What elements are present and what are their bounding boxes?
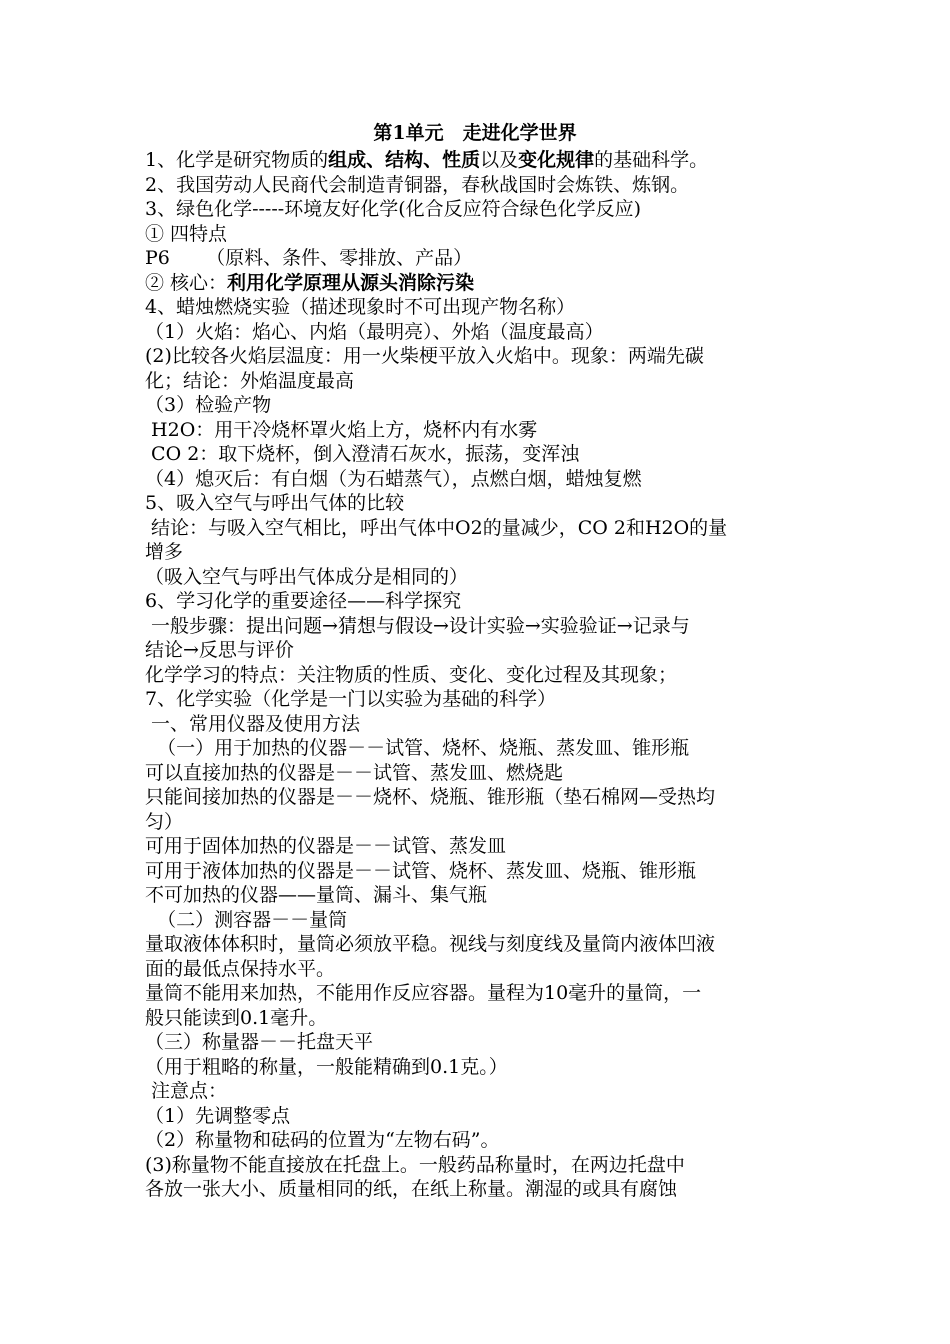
text-segment: 4、蜡烛燃烧实验（描述现象时不可出现产物名称） <box>145 296 576 318</box>
text-line <box>145 1128 810 1153</box>
text-line <box>145 810 810 835</box>
text-line <box>145 173 810 198</box>
text-segment: 各放一张大小、质量相同的纸，在纸上称量。潮湿的或具有腐蚀 <box>145 1178 678 1200</box>
text-segment: (2)比较各火焰层温度：用一火柴梗平放入火焰中。现象：两端先碳 <box>145 345 704 367</box>
text-segment: H2O：用干冷烧杯罩火焰上方，烧杯内有水雾 <box>145 418 538 441</box>
text-segment: 2、我国劳动人民商代会制造青铜器，春秋战国时会炼铁、炼钢。 <box>145 173 690 196</box>
text-segment: （1）先调整零点 <box>145 1104 291 1127</box>
text-segment: 的基础科学。 <box>594 149 709 171</box>
text-line <box>145 222 810 247</box>
text-line <box>145 442 810 467</box>
text-segment: 增多 <box>145 541 184 563</box>
text-segment: （1）火焰：焰心、内焰（最明亮）、外焰（温度最高） <box>145 320 604 343</box>
text-segment: （4）熄灭后：有白烟（为石蜡蒸气），点燃白烟，蜡烛复燃 <box>145 467 642 490</box>
text-line <box>145 1153 810 1178</box>
text-segment: (3)称量物不能直接放在托盘上。一般药品称量时，在两边托盘中 <box>145 1153 685 1176</box>
text-segment: 结论：与吸入空气相比，呼出气体中O2的量减少，CO 2和H2O的量 <box>145 516 728 539</box>
text-line <box>145 663 810 688</box>
document-body <box>145 148 810 1202</box>
text-line <box>145 785 810 810</box>
text-line <box>145 638 810 663</box>
text-segment: 匀） <box>145 810 184 833</box>
text-segment: 一般步骤：提出问题→猜想与假设→设计实验→实验验证→记录与 <box>145 614 690 637</box>
text-line <box>145 393 810 418</box>
text-segment: 3、绿色化学-----环境友好化学(化合反应符合绿色化学反应) <box>145 198 642 220</box>
text-segment: （3）检验产物 <box>145 394 272 416</box>
text-line <box>145 491 810 516</box>
text-segment: 结论→反思与评价 <box>145 639 294 661</box>
text-line <box>145 1055 810 1080</box>
text-segment: P6 （原料、条件、零排放、产品） <box>145 247 473 269</box>
text-segment: 一、常用仪器及使用方法 <box>145 712 361 735</box>
text-line <box>145 761 810 786</box>
text-segment: （2）称量物和砝码的位置为“左物右码”。 <box>145 1129 500 1151</box>
text-segment: 化；结论：外焰温度最高 <box>145 369 355 392</box>
text-line <box>145 1079 810 1104</box>
text-segment: 6、学习化学的重要途径——科学探究 <box>145 590 462 612</box>
text-segment: 可用于液体加热的仪器是－－试管、烧杯、蒸发皿、烧瓶、锥形瓶 <box>145 859 697 882</box>
text-segment: 只能间接加热的仪器是－－烧杯、烧瓶、锥形瓶（垫石棉网—受热均 <box>145 786 716 808</box>
text-segment: 可以直接加热的仪器是－－试管、蒸发皿、燃烧匙 <box>145 761 564 784</box>
text-line <box>145 246 810 271</box>
text-segment: （吸入空气与呼出气体成分是相同的） <box>145 565 469 588</box>
text-segment: 1、化学是研究物质的 <box>145 149 329 171</box>
text-line <box>145 369 810 394</box>
text-line <box>145 712 810 737</box>
text-segment: 7、化学实验（化学是一门以实验为基础的科学） <box>145 688 557 710</box>
text-segment: 不可加热的仪器——量筒、漏斗、集气瓶 <box>145 884 488 906</box>
text-line <box>145 565 810 590</box>
text-line <box>145 834 810 859</box>
text-segment: 可用于固体加热的仪器是－－试管、蒸发皿 <box>145 835 507 857</box>
text-line <box>145 1006 810 1031</box>
text-line <box>145 540 810 565</box>
text-segment: （二）测容器－－量筒 <box>145 908 348 931</box>
text-segment: （用于粗略的称量，一般能精确到0.1克。） <box>145 1055 508 1078</box>
bold-text-segment: 变化规律 <box>518 149 595 171</box>
text-line <box>145 981 810 1006</box>
text-line <box>145 320 810 345</box>
page-title: 第1单元 走进化学世界 <box>373 122 577 144</box>
text-line <box>145 932 810 957</box>
text-segment: 般只能读到0.1毫升。 <box>145 1006 328 1029</box>
text-segment: 量取液体体积时，量筒必须放平稳。视线与刻度线及量筒内液体凹液 <box>145 933 716 955</box>
text-line <box>145 883 810 908</box>
text-segment: ② 核心： <box>145 271 228 294</box>
text-line <box>145 295 810 320</box>
text-line <box>145 1177 810 1202</box>
text-segment: （三）称量器－－托盘天平 <box>145 1031 374 1053</box>
bold-text-segment: 利用化学原理从源头消除污染 <box>227 271 475 294</box>
text-line <box>145 859 810 884</box>
text-line <box>145 467 810 492</box>
text-line <box>145 344 810 369</box>
text-line <box>145 197 810 222</box>
text-segment: 5、吸入空气与呼出气体的比较 <box>145 492 405 514</box>
text-line <box>145 614 810 639</box>
text-segment: ① 四特点 <box>145 222 228 245</box>
text-segment: （一）用于加热的仪器－－试管、烧杯、烧瓶、蒸发皿、锥形瓶 <box>145 737 690 759</box>
text-segment: 以及 <box>480 149 519 171</box>
text-line <box>145 957 810 982</box>
text-line <box>145 418 810 443</box>
text-line <box>145 1104 810 1129</box>
text-segment: 注意点： <box>145 1080 228 1102</box>
text-segment: 化学学习的特点：关注物质的性质、变化、变化过程及其现象； <box>145 663 678 686</box>
text-line <box>145 271 810 296</box>
text-line <box>145 1030 810 1055</box>
text-segment: 面的最低点保持水平。 <box>145 957 336 980</box>
text-line <box>145 148 810 173</box>
bold-text-segment: 组成、结构、性质 <box>328 149 481 171</box>
text-line <box>145 516 810 541</box>
text-segment: 量筒不能用来加热，不能用作反应容器。量程为10毫升的量筒，一 <box>145 982 702 1004</box>
text-line <box>145 589 810 614</box>
text-line <box>145 736 810 761</box>
text-line <box>145 687 810 712</box>
text-line <box>145 908 810 933</box>
text-segment: CO 2：取下烧杯，倒入澄清石灰水，振荡，变浑浊 <box>145 443 580 465</box>
